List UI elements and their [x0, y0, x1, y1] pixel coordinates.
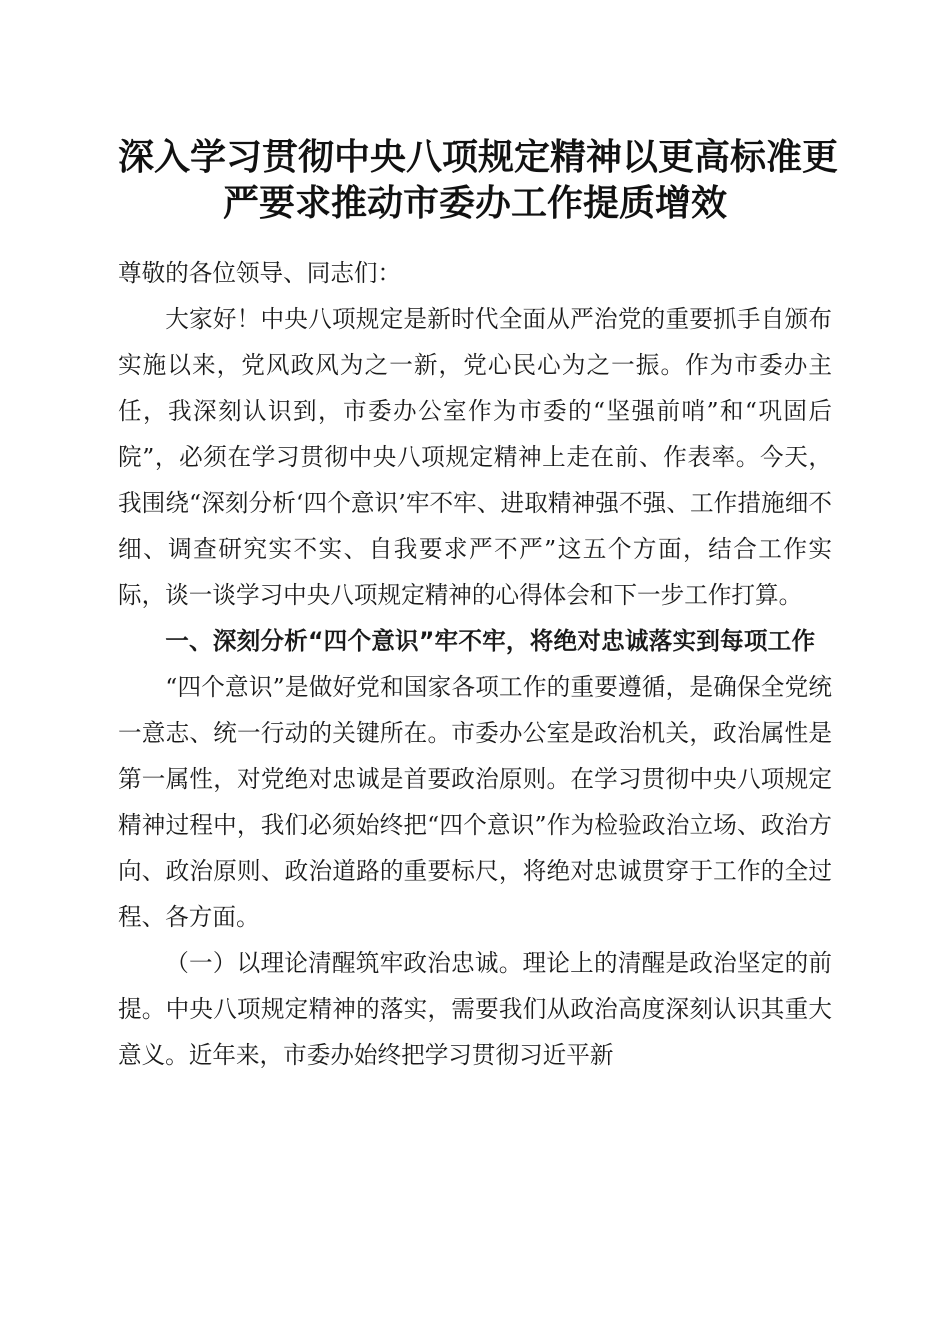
subsection-1-paragraph: [118, 940, 832, 1078]
intro-paragraph: 大家好！中央八项规定是新时代全面从严治党的重要抓手自颁布实施以来，党风政风为之一新，党心民心为之一振。作为市委办主任，我深刻认识到，市委办公室作为市委的“坚强前哨”和“巩固后院”，必须在学习贯彻中央八项规定精神上走在前、作表率。今天，我围绕“深刻分析‘四个意识’牢不牢、进取精神强不强、工作措施细不细、调查研究实不实、自我要求严不严”这五个方面，结合工作实际，谈一谈学习中央八项规定精神的心得体会和下一步工作打算。: [118, 305, 832, 609]
title-line-2: 严要求推动市委办工作提质增效: [222, 182, 727, 224]
document-body: [118, 250, 832, 1078]
subsection-1-text: 理论上的清醒是政治坚定的前提。中央八项规定精神的落实，需要我们从政治高度深刻认识其重大意义。近年来，市委办始终把学习贯彻习近平新: [118, 949, 832, 1069]
title-line-1: 深入学习贯彻中央八项规定精神以更高标准更: [118, 136, 839, 178]
salutation: 尊敬的各位领导、同志们：: [118, 259, 402, 287]
section-1-paragraph: “四个意识”是做好党和国家各项工作的重要遵循，是确保全党统一意志、统一行动的关键所在。市委办公室是政治机关，政治属性是第一属性，对党绝对忠诚是首要政治原则。在学习贯彻中央八项规定精神过程中，我们必须始终把“四个意识”作为检验政治立场、政治方向、政治原则、政治道路的重要标尺，将绝对忠诚贯穿于工作的全过程、各方面。: [118, 673, 832, 931]
section-heading-1: 一、深刻分析“四个意识”牢不牢，将绝对忠诚落实到每项工作: [165, 627, 816, 655]
document-title: [118, 134, 839, 226]
subsection-heading-1: （一）以理论清醒筑牢政治忠诚。: [165, 949, 523, 977]
